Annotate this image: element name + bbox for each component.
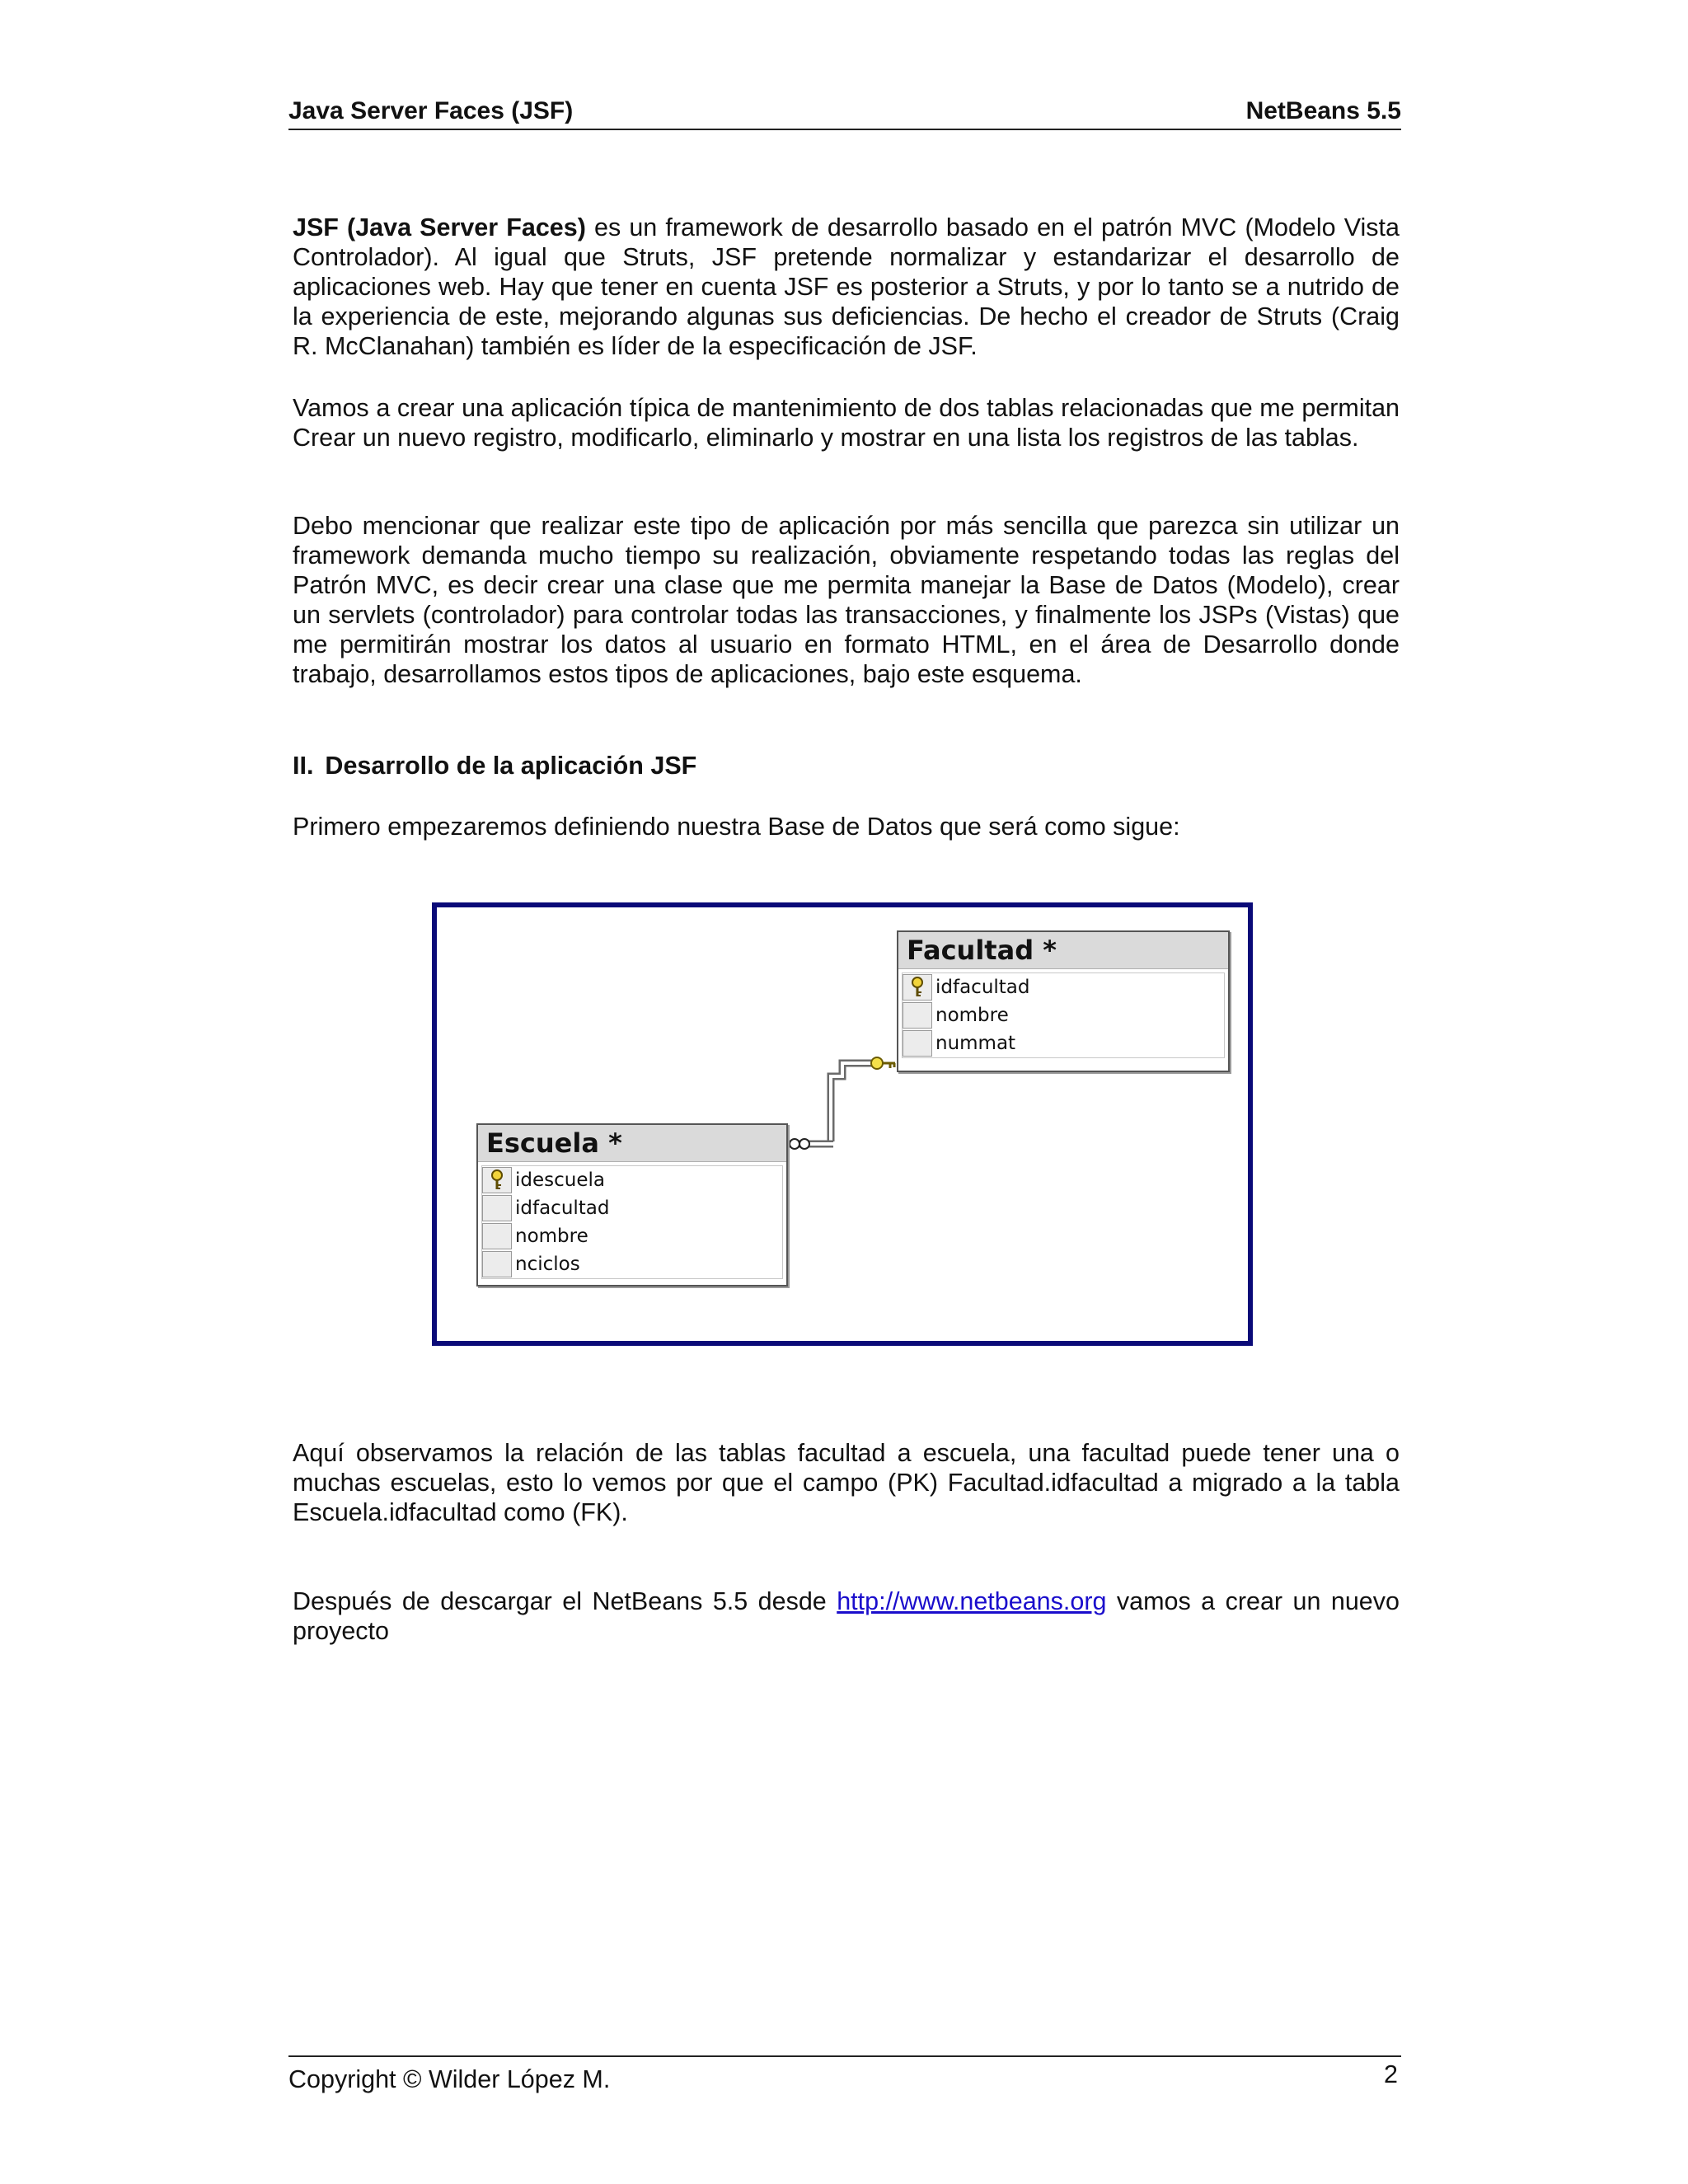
table-escuela-title: Escuela * <box>478 1125 786 1162</box>
intro-text: es un framework de desarrollo basado en el patrón MVC (Modelo Vista Controlador). Al igual que Struts, JSF pretende normalizar y estandarizar el desarrollo de aplicaciones web. Hay que tener en cuenta JSF es posterior a Struts, y por lo tanto se a nutrido de la experiencia de este, mejorando algunas sus deficiencias. De hecho el creador de Struts (Craig R. McClanahan) también es líder de la especificación de JSF. <box>293 213 1400 360</box>
section-title: Desarrollo de la aplicación JSF <box>325 752 697 780</box>
section-number: II. <box>293 752 314 780</box>
page-footer <box>288 2055 1401 2094</box>
table-facultad-title: Facultad * <box>898 932 1228 969</box>
column-row <box>903 973 1224 1001</box>
column-name: idfacultad <box>935 977 1030 998</box>
paragraph-framework: Debo mencionar que realizar este tipo de aplicación por más sencilla que parezca sin utilizar un framework demanda mucho tiempo su realización, obviamente respetando todas las reglas del Patrón MVC, es decir crear una clase que me permita manejar la Base de Datos (Modelo), crear un servlets (controlador) para controlar todas las transacciones, y finalmente los JSPs (Vistas) que me permitirán mostrar los datos al usuario en formato HTML, en el área de Desarrollo donde trabajo, desarrollamos estos tipos de aplicaciones, bajo este esquema. <box>293 512 1400 688</box>
page-header <box>288 89 1401 130</box>
column-row <box>482 1250 782 1278</box>
intro-paragraph <box>293 213 1400 361</box>
column-row <box>903 1029 1224 1057</box>
database-diagram <box>432 902 1253 1346</box>
paragraph-relationship: Aquí observamos la relación de las tablas facultad a escuela, una facultad puede tener una o muchas escuelas, esto lo vemos por que el campo (PK) Facultad.idfacultad a migrado a la tabla Escuela.idfacultad como (FK). <box>293 1439 1400 1526</box>
header-product: NetBeans 5.5 <box>1245 97 1401 124</box>
section-heading <box>293 752 696 780</box>
column-name: nummat <box>935 1033 1016 1054</box>
column-row <box>482 1222 782 1250</box>
column-marker <box>482 1223 512 1249</box>
primary-key-icon <box>903 974 932 1001</box>
paragraph-download <box>293 1586 1400 1646</box>
primary-key-icon <box>482 1167 512 1193</box>
download-text-end: vamos a crear un nuevo proyecto <box>293 1587 1400 1645</box>
column-name: nciclos <box>515 1254 580 1275</box>
download-text-start: Después de descargar el NetBeans 5.5 desde <box>293 1587 837 1615</box>
paragraph-database: Primero empezaremos definiendo nuestra Base de Datos que será como sigue: <box>293 813 1180 841</box>
copyright: Copyright © Wilder López M. <box>288 2065 611 2093</box>
column-marker <box>482 1251 512 1277</box>
paragraph-application: Vamos a crear una aplicación típica de mantenimiento de dos tablas relacionadas que me permitan Crear un nuevo registro, modificarlo, eliminarlo y mostrar en una lista los registros de las tablas. <box>293 394 1400 452</box>
column-row <box>482 1166 782 1194</box>
column-name: nombre <box>935 1005 1009 1026</box>
page-number: 2 <box>1384 2060 1398 2088</box>
netbeans-link[interactable]: http://www.netbeans.org <box>837 1587 1107 1615</box>
column-name: nombre <box>515 1226 588 1247</box>
column-row <box>482 1194 782 1222</box>
column-row <box>903 1001 1224 1029</box>
relationship-key-icon <box>871 1057 895 1069</box>
column-marker <box>903 1002 932 1029</box>
column-name: idfacultad <box>515 1197 610 1219</box>
table-escuela <box>476 1123 788 1286</box>
table-facultad <box>897 930 1230 1072</box>
column-marker <box>482 1195 512 1221</box>
column-marker <box>903 1030 932 1057</box>
column-name: idescuela <box>515 1169 605 1191</box>
intro-bold-term: JSF (Java Server Faces) <box>293 213 586 241</box>
header-title: Java Server Faces (JSF) <box>288 97 574 124</box>
